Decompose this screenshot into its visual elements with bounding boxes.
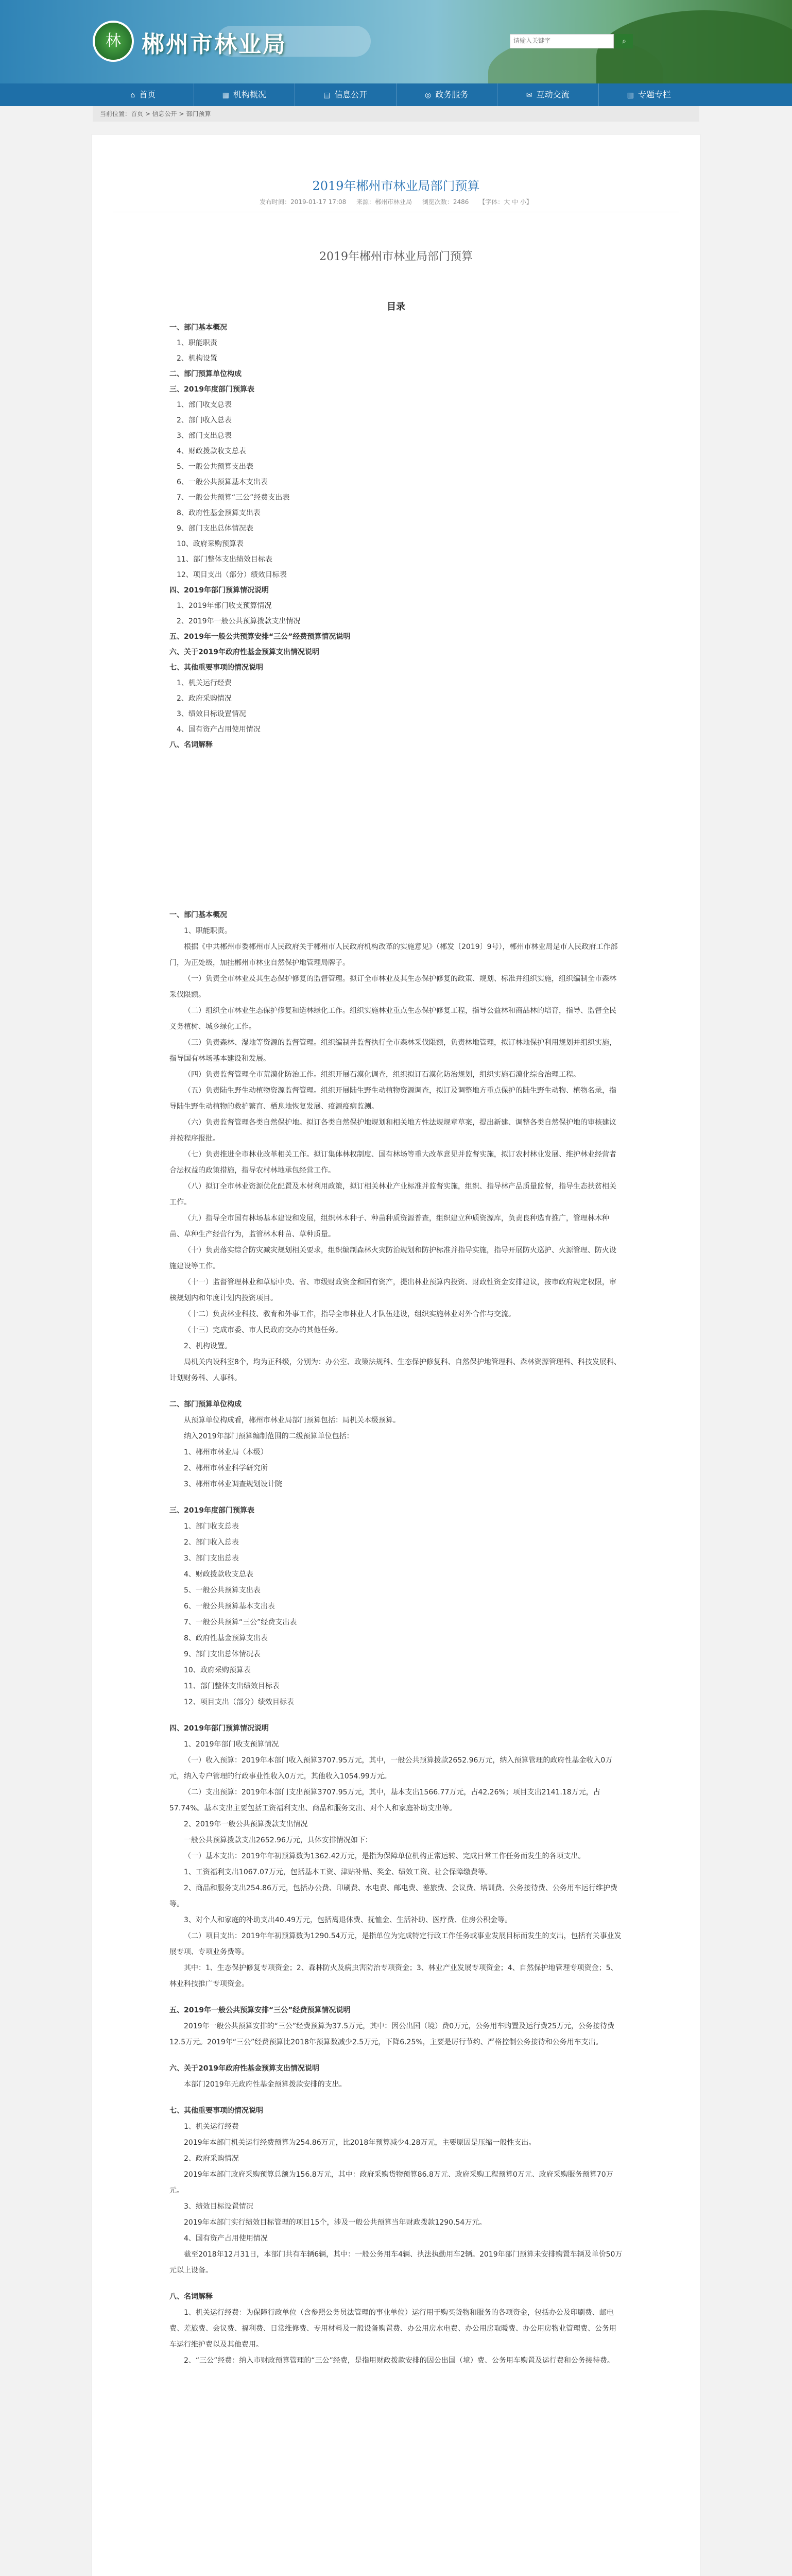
toc-item[interactable]: 八、名词解释 — [169, 741, 213, 749]
paragraph: （一）负责全市林业及其生态保护修复的监督管理。拟订全市林业及其生态保护修复的政策、规划、标准并组织实施，组织编制全市森林采伐限额。 — [169, 975, 616, 999]
paragraph: 截至2018年12月31日，本部门共有车辆6辆，其中：一般公务用车4辆、执法执勤用车2辆。2019年部门预算未安排购置车辆及单价50万元以上设备。 — [169, 2250, 623, 2275]
paragraph: （八）拟订全市林业资源优化配置及木材利用政策，拟订相关林业产业标准并监督实施，组织、指导林产品质量监督，指导生态扶贫相关工作。 — [169, 1182, 616, 1207]
paragraph: （七）负责推进全市林业改革相关工作。拟订集体林权制度、国有林场等重大改革意见并监督实施，拟订农村林业发展、维护林业经营者合法权益的政策措施，指导农村林地承包经营工作。 — [169, 1150, 616, 1175]
toc-item[interactable]: 1、2019年部门收支预算情况 — [177, 602, 272, 610]
section-heading: 四、2019年部门预算情况说明 — [169, 1724, 269, 1733]
article-body — [169, 897, 623, 2369]
paragraph: 2、2019年一般公共预算拨款支出情况 — [184, 1820, 308, 1828]
toc-item[interactable]: 五、2019年一般公共预算安排“三公”经费预算情况说明 — [169, 633, 351, 641]
paragraph: 8、政府性基金预算支出表 — [184, 1634, 268, 1642]
paragraph: 3、部门支出总表 — [184, 1554, 239, 1563]
section-heading: 八、名词解释 — [169, 2293, 213, 2301]
nav-item-about[interactable] — [194, 83, 296, 106]
nav-item-home[interactable] — [93, 83, 194, 106]
building-icon: ▦ — [222, 91, 229, 99]
paragraph: 其中：1、生态保护修复专项资金；2、森林防火及病虫害防治专项资金；3、林业产业发展专项资金；4、自然保护地管理专项资金；5、林业科技推广专项资金。 — [169, 1964, 618, 1988]
section-heading: 三、2019年度部门预算表 — [169, 1506, 254, 1515]
nav-item-label: 首页 — [139, 90, 156, 99]
section-heading: 六、关于2019年政府性基金预算支出情况说明 — [169, 2064, 319, 2073]
logo-icon[interactable]: 林 — [93, 21, 134, 62]
paragraph: 1、部门收支总表 — [184, 1522, 239, 1531]
service-icon: ◎ — [425, 91, 432, 99]
document-title: 2019年郴州市林业局部门预算 — [319, 250, 473, 263]
nav-item-interact[interactable] — [497, 83, 599, 106]
paragraph: 2019年本部门实行绩效目标管理的项目15个，涉及一般公共预算当年财政拨款1290.54万元。 — [184, 2218, 487, 2227]
breadcrumb[interactable]: 当前位置：首页 > 信息公开 > 部门预算 — [100, 110, 211, 117]
paragraph: 2、机构设置。 — [184, 1342, 232, 1350]
paragraph: （十三）完成市委、市人民政府交办的其他任务。 — [184, 1326, 342, 1334]
paragraph: 2019年本部门机关运行经费预算为254.86万元，比2018年预算减少4.28万元，主要原因是压缩一般性支出。 — [184, 2139, 536, 2147]
document-icon: ▤ — [323, 91, 331, 99]
toc-item[interactable]: 10、政府采购预算表 — [177, 540, 244, 548]
toc-item[interactable]: 2、政府采购情况 — [177, 694, 232, 703]
section-heading: 二、部门预算单位构成 — [169, 1400, 242, 1409]
section-heading: 七、其他重要事项的情况说明 — [169, 2107, 263, 2115]
toc-item[interactable]: 3、部门支出总表 — [177, 432, 232, 440]
paragraph: 2、郴州市林业科学研究所 — [184, 1464, 268, 1472]
paragraph: （四）负责监督管理全市荒漠化防治工作。组织开展石漠化调查，组织拟订石漠化防治规划，组织实施石漠化综合治理工程。 — [184, 1071, 580, 1079]
paragraph: （一）收入预算：2019年本部门收入预算3707.95万元，其中，一般公共预算拨款2652.96万元，纳入预算管理的政府性基金收入0万元，纳入专户管理的行政事业性收入0万元，其他收入1054.99万元。 — [169, 1756, 613, 1781]
paragraph: 9、部门支出总体情况表 — [184, 1650, 261, 1658]
paragraph: （二）项目支出：2019年年初预算数为1290.54万元，是指单位为完成特定行政工作任务或事业发展目标而发生的支出，包括有关事业发展专项、专项业务费等。 — [169, 1932, 622, 1956]
nav-item-info[interactable] — [295, 83, 397, 106]
paragraph: 1、郴州市林业局（本级） — [184, 1448, 268, 1456]
section-heading: 五、2019年一般公共预算安排“三公”经费预算情况说明 — [169, 2006, 351, 2014]
toc-item[interactable]: 8、政府性基金预算支出表 — [177, 509, 261, 517]
toc-item[interactable]: 一、部门基本概况 — [169, 324, 227, 332]
font-size-switcher[interactable]: 【字体：大 中 小】 — [479, 198, 532, 206]
paragraph: 12、项目支出（部分）绩效目标表 — [184, 1698, 294, 1706]
paragraph: （二）组织全市林业生态保护修复和造林绿化工作。组织实施林业重点生态保护修复工程，指导公益林和商品林的培育，指导、监督全民义务植树、城乡绿化工作。 — [169, 1007, 616, 1031]
paragraph: 1、2019年部门收支预算情况 — [184, 1740, 279, 1749]
breadcrumb-bar — [93, 106, 699, 122]
table-of-contents — [169, 320, 633, 753]
paragraph: 一般公共预算拨款支出2652.96万元，具体安排情况如下： — [184, 1836, 372, 1844]
paragraph: 本部门2019年无政府性基金预算拨款安排的支出。 — [184, 2080, 347, 2089]
toc-item[interactable]: 12、项目支出（部分）绩效目标表 — [177, 571, 287, 579]
paragraph: 5、一般公共预算支出表 — [184, 1586, 261, 1595]
paragraph: 2、部门收入总表 — [184, 1538, 239, 1547]
paragraph: （九）指导全市国有林场基本建设和发展，组织林木种子、种苗种质资源普查，组织建立种质资源库，负责良种选育推广，管理林木种苗、草种生产经营行为，监管林木种苗、草种质量。 — [169, 1214, 609, 1239]
paragraph: 1、机关运行经费 — [184, 2123, 239, 2131]
toc-item[interactable]: 三、2019年度部门预算表 — [169, 385, 254, 394]
toc-item[interactable]: 11、部门整体支出绩效目标表 — [177, 555, 272, 564]
toc-item[interactable]: 3、绩效目标设置情况 — [177, 710, 246, 718]
paragraph: （十二）负责林业科技、教育和外事工作，指导全市林业人才队伍建设，组织实施林业对外合作与交流。 — [184, 1310, 515, 1318]
site-title[interactable]: 郴州市林业局 — [142, 31, 287, 58]
toc-item[interactable]: 6、一般公共预算基本支出表 — [177, 478, 268, 486]
search-box — [510, 34, 614, 48]
paragraph: 4、国有资产占用使用情况 — [184, 2234, 268, 2243]
article-meta — [92, 197, 700, 206]
view-count: 浏览次数：2486 — [422, 198, 469, 206]
toc-item[interactable]: 二、部门预算单位构成 — [169, 370, 242, 378]
paragraph: 3、绩效目标设置情况 — [184, 2202, 253, 2211]
paragraph: 1、职能职责。 — [184, 927, 232, 935]
toc-item[interactable]: 2、机构设置 — [177, 354, 217, 363]
nav-item-label: 信息公开 — [334, 90, 368, 99]
toc-item[interactable]: 六、关于2019年政府性基金预算支出情况说明 — [169, 648, 319, 656]
toc-item[interactable]: 七、其他重要事项的情况说明 — [169, 664, 263, 672]
paragraph: （一）基本支出：2019年年初预算数为1362.42万元，是指为保障单位机构正常运转、完成日常工作任务而发生的各项支出。 — [184, 1852, 586, 1860]
search-input[interactable] — [510, 35, 604, 47]
toc-item[interactable]: 5、一般公共预算支出表 — [177, 463, 253, 471]
nav-item-topics[interactable] — [599, 83, 700, 106]
paragraph: （十一）监督管理林业和草原中央、省、市级财政资金和国有资产，提出林业预算内投资、财政性资金安排建议，按市政府规定权限，审核规划内和年度计划内投资项目。 — [169, 1278, 616, 1302]
paragraph: 从预算单位构成看，郴州市林业局部门预算包括：局机关本级预算。 — [184, 1416, 400, 1425]
chat-icon: ✉ — [526, 91, 532, 99]
paragraph: 1、工资福利支出1067.07万元，包括基本工资、津贴补贴、奖金、绩效工资、社会保障缴费等。 — [184, 1868, 492, 1876]
paragraph: （三）负责森林、湿地等资源的监督管理。组织编制并监督执行全市森林采伐限额，负责林地管理，拟订林地保护利用规划并组织实施，指导国有林场基本建设和发展。 — [169, 1039, 616, 1063]
home-icon: ⌂ — [130, 91, 135, 99]
article-title: 2019年郴州市林业局部门预算 — [312, 179, 480, 193]
paragraph: （六）负责监督管理各类自然保护地。拟订各类自然保护地规划和相关地方性法规规章草案，提出新建、调整各类自然保护地的审核建议并按程序报批。 — [169, 1118, 616, 1143]
publish-time: 发布时间：2019-01-17 17:08 — [260, 198, 347, 206]
nav-item-service[interactable] — [397, 83, 498, 106]
toc-item[interactable]: 1、机关运行经费 — [177, 679, 232, 687]
toc-item[interactable]: 1、职能职责 — [177, 339, 217, 347]
site-header — [0, 0, 792, 83]
source: 来源：郴州市林业局 — [356, 198, 412, 206]
toc-item[interactable]: 2、部门收入总表 — [177, 416, 232, 425]
paragraph: 2、“三公”经费：纳入市财政预算管理的“三公”经费，是指用财政拨款安排的因公出国（境）费、公务用车购置及运行费和公务接待费。 — [184, 2357, 614, 2365]
paragraph: 7、一般公共预算“三公”经费支出表 — [184, 1618, 297, 1626]
paragraph: 根据《中共郴州市委郴州市人民政府关于郴州市人民政府机构改革的实施意见》（郴发〔2019〕9号），郴州市林业局是市人民政府工作部门，为正处级，加挂郴州市林业自然保护地管理局牌子。 — [169, 943, 618, 967]
paragraph: （十）负责落实综合防灾减灾规划相关要求，组织编制森林火灾防治规划和防护标准并指导实施，指导开展防火巡护、火源管理、防火设施建设等工作。 — [169, 1246, 616, 1270]
paragraph: 2、政府采购情况 — [184, 2155, 239, 2163]
toc-item[interactable]: 9、部门支出总体情况表 — [177, 524, 253, 533]
toc-item[interactable]: 4、国有资产占用使用情况 — [177, 725, 261, 734]
nav-item-label: 政务服务 — [435, 90, 469, 99]
paragraph: 2019年本部门政府采购预算总额为156.8万元，其中：政府采购货物预算86.8万元、政府采购工程预算0万元、政府采购服务预算70万元。 — [169, 2171, 613, 2195]
article-card — [92, 134, 700, 2576]
paragraph: 2、商品和服务支出254.86万元，包括办公费、印刷费、水电费、邮电费、差旅费、会议费、培训费、公务接待费、公务用车运行维护费等。 — [169, 1884, 617, 1908]
paragraph: 10、政府采购预算表 — [184, 1666, 251, 1674]
nav-item-label: 机构概况 — [233, 90, 266, 99]
nav-item-label: 专题专栏 — [638, 90, 671, 99]
toc-item[interactable]: 1、部门收支总表 — [177, 401, 232, 409]
search-icon: ⌕ — [622, 37, 626, 45]
toc-item[interactable]: 4、财政拨款收支总表 — [177, 447, 246, 455]
toc-item[interactable]: 2、2019年一般公共预算拨款支出情况 — [177, 617, 301, 625]
paragraph: （二）支出预算：2019年本部门支出预算3707.95万元，其中，基本支出1566.77万元，占42.26%；项目支出2141.18万元，占57.74%。基本支出主要包括工资福利支出、商品和服务支出、对个人和家庭补助支出等。 — [169, 1788, 600, 1812]
paragraph: 11、部门整体支出绩效目标表 — [184, 1682, 280, 1690]
nav-item-label: 互动交流 — [536, 90, 570, 99]
main-nav — [0, 83, 792, 106]
paragraph: 6、一般公共预算基本支出表 — [184, 1602, 275, 1611]
paragraph: 4、财政拨款收支总表 — [184, 1570, 253, 1579]
toc-item[interactable]: 7、一般公共预算“三公”经费支出表 — [177, 494, 290, 502]
section-heading: 一、部门基本概况 — [169, 911, 227, 919]
toc-heading: 目录 — [387, 301, 405, 312]
paragraph: 2019年一般公共预算安排的“三公”经费预算为37.5万元，其中：因公出国（境）费0万元，公务用车购置及运行费25万元，公务接待费12.5万元。2019年“三公”经费预算比2018年预算数减少2.5万元，下降6.25%，主要是厉行节约、严格控制公务接待和公务用车支出。 — [169, 2022, 615, 2046]
search-button[interactable] — [615, 34, 633, 48]
paragraph: 3、对个人和家庭的补助支出40.49万元，包括离退休费、抚恤金、生活补助、医疗费、住房公积金等。 — [184, 1916, 512, 1924]
paragraph: （五）负责陆生野生动植物资源监督管理。组织开展陆生野生动植物资源调查，拟订及调整地方重点保护的陆生野生动物、植物名录，指导陆生野生动植物的救护繁育、栖息地恢复发展、疫源疫病监测。 — [169, 1087, 616, 1111]
grid-icon: ▥ — [627, 91, 634, 99]
paragraph: 1、机关运行经费：为保障行政单位（含参照公务员法管理的事业单位）运行用于购买货物和服务的各项资金，包括办公及印刷费、邮电费、差旅费、会议费、福利费、日常维修费、专用材料及一般设备购置费、办公用房水电费、办公用房取暖费、办公用房物业管理费、公务用车运行维护费以及其他费用。 — [169, 2309, 616, 2349]
paragraph: 纳入2019年部门预算编制范围的二级预算单位包括： — [184, 1432, 354, 1440]
toc-item[interactable]: 四、2019年部门预算情况说明 — [169, 586, 269, 595]
paragraph: 局机关内设科室8个，均为正科级，分别为：办公室、政策法规科、生态保护修复科、自然保护地管理科、森林资源管理科、科技发展科、计划财务科、人事科。 — [169, 1358, 621, 1382]
paragraph: 3、郴州市林业调查规划设计院 — [184, 1480, 282, 1488]
